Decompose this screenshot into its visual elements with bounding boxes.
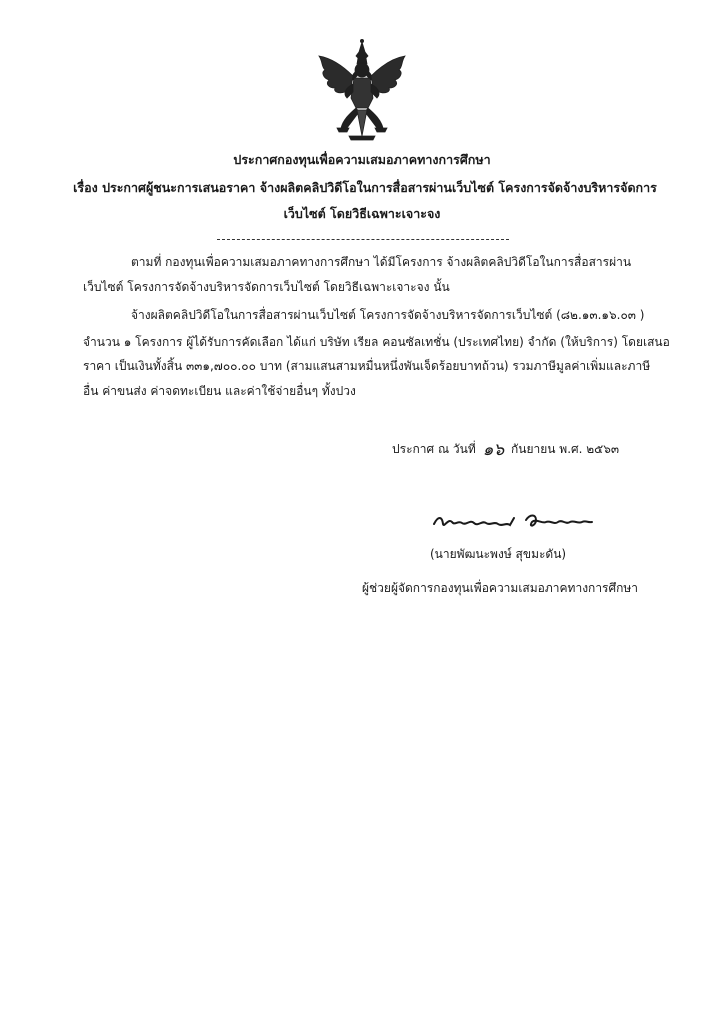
subject-line-2: เว็บไซต์ โดยวิธีเฉพาะเจาะจง	[283, 206, 441, 221]
handwritten-signature-icon	[432, 510, 594, 534]
signer-name: (นายพัฒนะพงษ์ สุขมะดัน)	[430, 547, 567, 561]
announcement-prefix: ประกาศ ณ วันที่	[392, 442, 476, 456]
paragraph-2-line-1: จ้างผลิตคลิปวิดีโอในการสื่อสารผ่านเว็บไซต์ โครงการจัดจ้างบริหารจัดการเว็บไซต์ (๘๒.๑๓.๑๖.๐๓ )	[131, 308, 645, 322]
paragraph-1-line-1: ตามที่ กองทุนเพื่อความเสมอภาคทางการศึกษา ได้มีโครงการ จ้างผลิตคลิปวิดีโอในการสื่อสารผ่าน	[131, 255, 632, 269]
paragraph-2-line-4: อื่น ค่าขนส่ง ค่าจดทะเบียน และค่าใช้จ่ายอื่นๆ ทั้งปวง	[83, 384, 356, 398]
organization-line: ประกาศกองทุนเพื่อความเสมอภาคทางการศึกษา	[233, 152, 491, 167]
paragraph-1-line-2: เว็บไซต์ โครงการจัดจ้างบริหารจัดการเว็บไซต์ โดยวิธีเฉพาะเจาะจง นั้น	[83, 280, 450, 294]
announcement-date	[392, 441, 619, 458]
announcement-day: ๑๖	[482, 440, 505, 460]
paragraph-2-line-2: จำนวน ๑ โครงการ ผู้ได้รับการคัดเลือก ได้แก่ บริษัท เรียล คอนซัลเทชั่น (ประเทศไทย) จำกัด (ให้บริการ) โดยเสนอ	[83, 335, 670, 349]
subject-line-1: เรื่อง ประกาศผู้ชนะการเสนอราคา จ้างผลิตคลิปวิดีโอในการสื่อสารผ่านเว็บไซต์ โครงการจัดจ้างบริหารจัดการ	[73, 180, 657, 195]
paragraph-2-line-3: ราคา เป็นเงินทั้งสิ้น ๓๓๑,๗๐๐.๐๐ บาท (สามแสนสามหมื่นหนึ่งพันเจ็ดร้อยบาทถ้วน) รวมภาษีมูลค่าเพิ่มและภาษี	[83, 359, 651, 373]
announcement-month-year: กันยายน พ.ศ. ๒๕๖๓	[511, 442, 620, 456]
separator-line	[217, 239, 509, 240]
signer-position: ผู้ช่วยผู้จัดการกองทุนเพื่อความเสมอภาคทางการศึกษา	[362, 581, 639, 595]
garuda-emblem-icon	[313, 36, 411, 146]
